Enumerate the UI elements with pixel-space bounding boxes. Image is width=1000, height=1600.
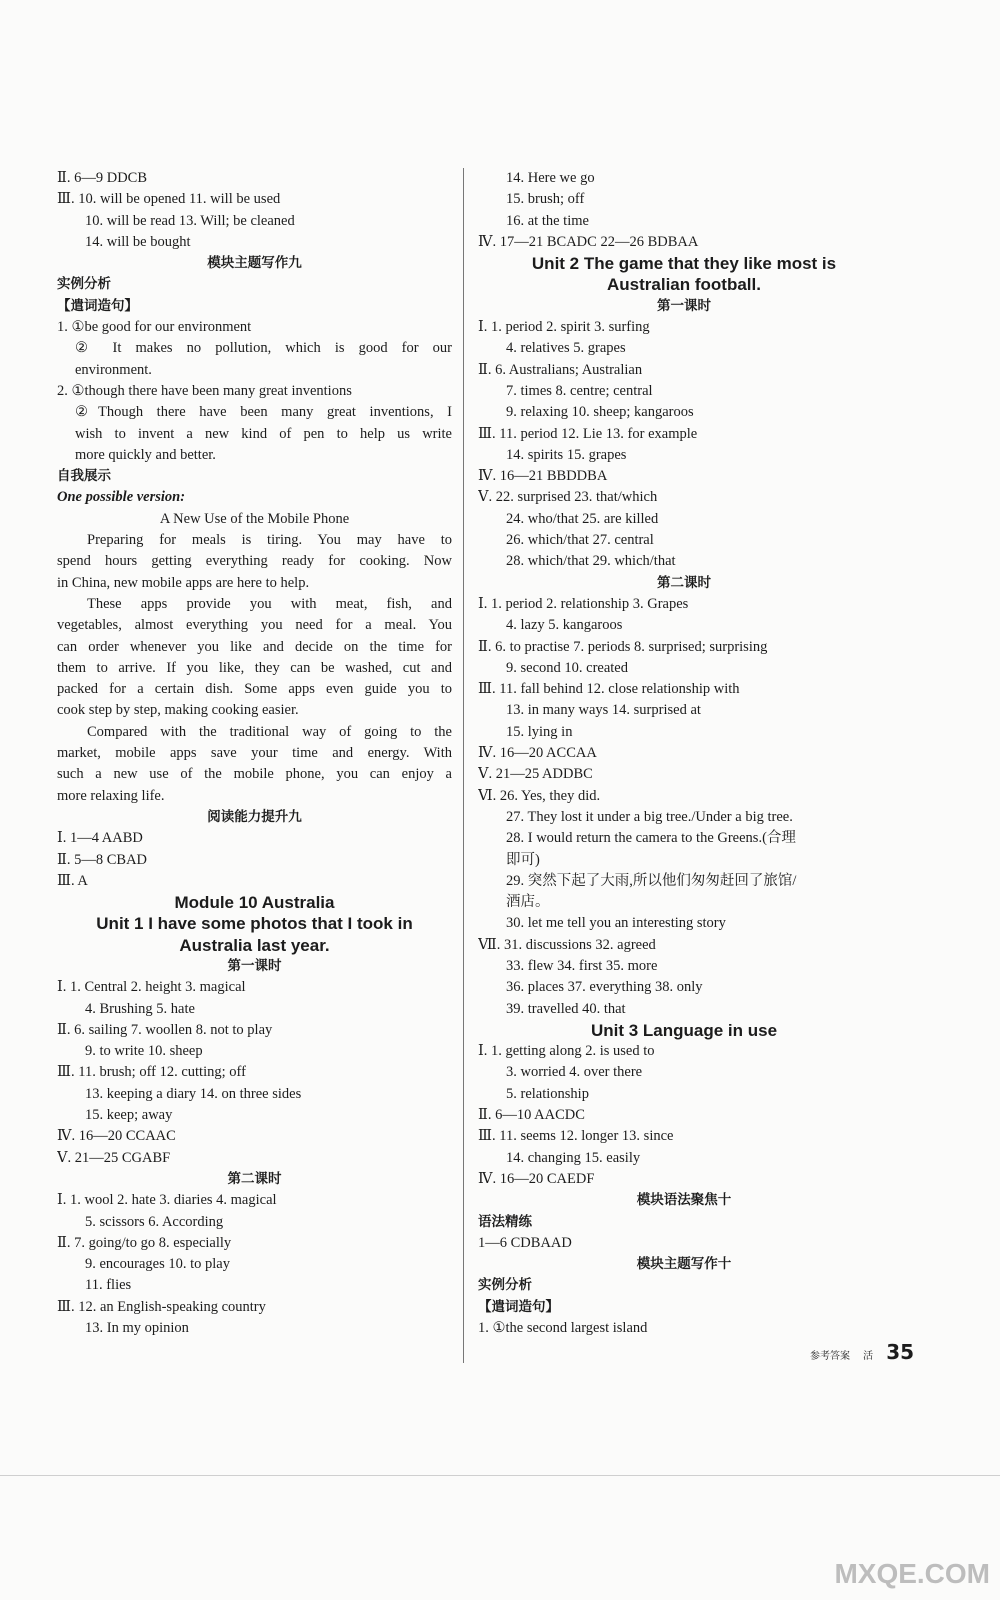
answer-line: Ⅳ. 17—21 BCADC 22—26 BDBAA [478,233,699,250]
answer-line: 14. spirits 15. grapes [506,446,627,463]
page-footer [810,1340,914,1364]
right-column [478,168,890,1339]
answer-line: A New Use of the Mobile Phone [159,510,350,527]
answer-line: 15. keep; away [85,1107,173,1124]
answer-line: such a new use of the mobile phone, you can enjoy a [57,766,452,783]
answer-line: 2. ①though there have been many great inventions [57,382,352,399]
answer-line: in China, new mobile apps are here to help. [57,574,310,591]
answer-line: 24. who/that 25. are killed [506,510,659,527]
answer-line: Ⅱ. 6. to practise 7. periods 8. surprised; surprising [478,638,768,655]
answer-line: Ⅲ. A [57,872,88,889]
watermark: MXQE.COM [834,1558,990,1589]
answer-line: 28. which/that 29. which/that [506,553,676,570]
answer-line: Unit 1 I have some photos that I took in [96,914,413,934]
answer-line: One possible version: [57,489,186,506]
answer-line: ②Though there have been many great inventions, I [75,404,452,421]
answer-line: 4. lazy 5. kangaroos [506,617,623,634]
answer-line: wish to invent a new kind of pen to help us write [75,425,452,442]
answer-line: Ⅳ. 16—20 CAEDF [478,1170,595,1187]
answer-line: Ⅰ. 1—4 AABD [57,830,143,847]
answer-line: 3. worried 4. over there [506,1064,643,1081]
answer-line: 27. They lost it under a big tree./Under a big tree. [506,808,793,825]
answer-line: 5. scissors 6. According [85,1213,224,1230]
answer-line: Ⅲ. 11. brush; off 12. cutting; off [57,1064,246,1081]
answer-line: Module 10 Australia [174,893,335,913]
page-number: 35 [886,1340,915,1364]
answer-line: 第一课时 [227,957,282,974]
answer-line: ② It makes no pollution, which is good for our [75,340,452,357]
answer-line: Ⅱ. 7. going/to go 8. especially [57,1234,232,1251]
answer-line: 第二课时 [657,574,711,591]
answer-line: 10. will be read 13. Will; be cleaned [85,212,295,229]
answer-line: Ⅰ. 1. getting along 2. is used to [478,1043,655,1060]
answer-line: Australian football. [607,275,761,295]
answer-line: Ⅱ. 6. Australians; Australian [478,361,643,378]
answer-line: market, mobile apps save your time and energy. With [57,745,452,762]
answer-line: Ⅴ. 22. surprised 23. that/which [478,489,658,506]
answer-line: 语法精练 [478,1213,532,1230]
answer-line: vegetables, almost everything you need for a meal. You [57,617,452,634]
answer-line: 26. which/that 27. central [506,532,654,549]
answer-line: environment. [75,361,152,378]
answer-line: 1. ①be good for our environment [57,319,252,336]
answer-line: 9. relaxing 10. sheep; kangaroos [506,404,694,421]
answer-line: spend hours getting everything ready for cooking. Now [57,553,452,570]
answer-line: Compared with the traditional way of going to the [87,723,452,740]
answer-line: 模块主题写作九 [207,255,302,272]
answer-line: Australia last year. [179,935,330,955]
answer-line: Ⅰ. 1. period 2. spirit 3. surfing [478,319,650,336]
answer-line: 14. Here we go [506,170,595,186]
answer-line: 13. In my opinion [85,1320,189,1337]
left-column [57,168,452,1339]
answer-line: 第一课时 [657,297,711,314]
answer-line: Ⅰ. 1. Central 2. height 3. magical [57,979,246,996]
answer-line: 4. relatives 5. grapes [506,340,626,357]
answer-line: 9. second 10. created [506,659,628,676]
answer-line: 14. will be bought [85,233,191,250]
answer-line: 11. flies [85,1277,132,1294]
answer-line: These apps provide you with meat, fish, and [87,595,452,612]
answer-line: 阅读能力提升九 [207,808,302,825]
answer-line: Preparing for meals is tiring. You may have to [87,532,452,549]
answer-line: packed for a certain dish. Some apps even guide you to [57,681,452,698]
answer-line: 30. let me tell you an interesting story [506,915,726,932]
answer-line: Ⅲ. 11. fall behind 12. close relationship with [478,681,740,698]
answer-line: 36. places 37. everything 38. only [506,979,703,996]
answer-line: Unit 2 The game that they like most is [531,254,837,274]
answer-line: Ⅱ. 6—10 AACDC [478,1107,585,1124]
footer-mark: 活 [863,1351,874,1362]
answer-line: 即可) [506,851,540,868]
answer-line: 实例分析 [57,276,111,293]
answer-line: Ⅲ. 11. period 12. Lie 13. for example [478,425,698,442]
answer-line: them to arrive. If you like, they can be washed, cut and [57,659,452,676]
answer-line: Ⅲ. 12. an English-speaking country [57,1298,266,1315]
answer-line: 4. Brushing 5. hate [85,1000,195,1017]
footer-label: 参考答案 [810,1351,850,1362]
answer-line: 【遣词造句】 [57,297,138,314]
answer-line: 33. flew 34. first 35. more [506,957,658,974]
column-divider [463,168,464,1363]
answer-line: Ⅶ. 31. discussions 32. agreed [478,936,656,953]
scan-edge-line [0,1475,1000,1476]
answer-line: Ⅰ. 1. period 2. relationship 3. Grapes [478,595,689,612]
answer-line: Ⅰ. 1. wool 2. hate 3. diaries 4. magical [57,1192,277,1209]
answer-line: 15. brush; off [506,191,585,208]
answer-line: 13. keeping a diary 14. on three sides [85,1085,302,1102]
answer-line: 酒店。 [506,894,550,911]
answer-line: Ⅲ. 11. seems 12. longer 13. since [478,1128,674,1145]
answer-line: 第二课时 [227,1170,282,1187]
answer-line: 14. changing 15. easily [506,1149,641,1166]
answer-line: Ⅱ. 5—8 CBAD [57,851,148,868]
answer-line: 【遣词造句】 [478,1298,559,1315]
answer-line: 1—6 CDBAAD [478,1234,572,1251]
answer-line: 28. I would return the camera to the Greens.(合理 [506,830,796,847]
answer-line: 15. lying in [506,723,573,740]
answer-line: 9. encourages 10. to play [85,1256,230,1273]
answer-line: Unit 3 Language in use [590,1020,778,1040]
answer-line: 实例分析 [478,1277,532,1294]
answer-line: 自我展示 [57,468,111,485]
answer-line: cook step by step, making cooking easier. [57,702,299,719]
answer-line: Ⅴ. 21—25 ADDBC [478,766,593,783]
answer-line: 13. in many ways 14. surprised at [506,702,701,719]
answer-line: 模块语法聚焦十 [636,1192,732,1209]
answer-line: Ⅲ. 10. will be opened 11. will be used [57,191,281,208]
answer-line: 7. times 8. centre; central [506,382,653,399]
answer-line: 1. ①the second largest island [478,1320,648,1337]
answer-line: Ⅳ. 16—20 CCAAC [57,1128,176,1145]
answer-line: 模块主题写作十 [636,1256,732,1273]
answer-line: can order whenever you like and decide on the time for [57,638,452,655]
answer-line: more quickly and better. [75,446,216,463]
answer-line: Ⅵ. 26. Yes, they did. [478,787,601,804]
answer-line: Ⅳ. 16—21 BBDDBA [478,468,608,485]
answer-line: 16. at the time [506,212,589,229]
answer-line: Ⅴ. 21—25 CGABF [57,1149,171,1166]
answer-line: 9. to write 10. sheep [85,1043,203,1060]
answer-line: Ⅳ. 16—20 ACCAA [478,745,597,762]
answer-line: 29. 突然下起了大雨,所以他们匆匆赶回了旅馆/ [506,872,797,889]
answer-line: more relaxing life. [57,787,165,804]
answer-line: 5. relationship [506,1085,589,1102]
answer-line: 39. travelled 40. that [506,1000,626,1017]
answer-line: Ⅱ. 6—9 DDCB [57,170,148,186]
answer-line: Ⅱ. 6. sailing 7. woollen 8. not to play [57,1021,273,1038]
